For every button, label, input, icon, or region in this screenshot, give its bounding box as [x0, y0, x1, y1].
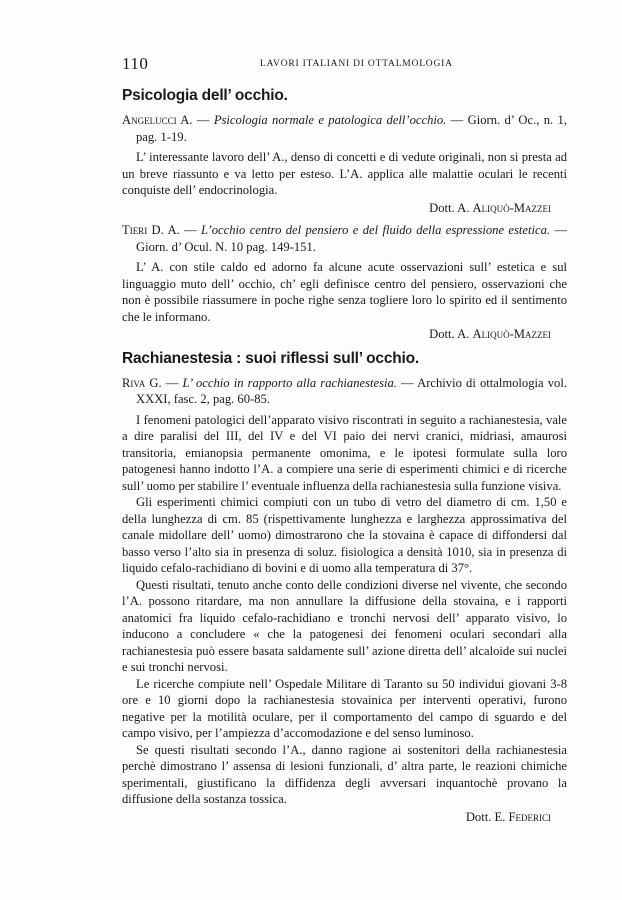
signature-prefix: Dott. A.: [429, 200, 473, 215]
signature-prefix: Dott. E.: [465, 809, 509, 824]
reference-dash: —: [192, 113, 214, 127]
reference-entry: [122, 112, 567, 145]
running-head: LAVORI ITALIANI DI OTTALMOLOGIA: [260, 59, 453, 69]
reference-dash: —: [179, 223, 202, 237]
signature-prefix: Dott. A.: [429, 327, 473, 341]
reference-dash: —: [161, 375, 183, 390]
signature-name: Federici: [508, 809, 551, 824]
section-title: Psicologia dell’ occhio.: [122, 87, 288, 104]
reviewer-signature: [122, 326, 567, 343]
page-content: [122, 86, 567, 831]
review-paragraph: L’ A. con stile caldo ed adorno fa alcune acute osservazioni sull’ estetica e sul linguaggio muto dell’ occhio, ch’ egli definisce centro del pensiero, osservazioni che non è possibile riassumere in poche righe senza togliere loro lo spirito ed il sentimento che le informano.: [122, 260, 567, 324]
reviewer-signature: [122, 200, 567, 217]
reference-source: — Giorn. d’ Oc., n. 1, pag. 1-19.: [136, 113, 567, 144]
review-paragraph: Questi risultati, tenuto anche conto delle condizioni diverse nel vivente, che secondo l’A. possono ritardare, ma non annullare la diffusione della stovaina, e i rapporti anatomici fra liquido cefalo-rachidiano e tronchi nervosi dell’ apparato visivo, lo inducono a concludere « che la patogenesi dei fenomeni oculari secondari alla rachianestesia può essere basata saldamente sull’ azione diretta dell’ alcaloide sui nuclei e sui tronchi nervosi.: [122, 577, 567, 674]
reference-title: L’occhio centro del pensiero e del fluido della espressione estetica.: [201, 223, 551, 237]
reviewer-signature: [122, 809, 567, 826]
review-paragraph: L’ interessante lavoro dell’ A., denso di concetti e di vedute originali, non si presta ad un breve riassunto e va letto per esteso. L’A. applica alle malattie oculari le recenti conquiste dell’ endocrinologia.: [122, 150, 567, 197]
reference-entry: [122, 375, 567, 408]
review-paragraph: I fenomeni patologici dell’apparato visivo riscontrati in seguito a rachianestesia, vale a dire paralisi del III, del IV e del VI paio dei nervi cranici, midriasi, amaurosi transitoria, emianopsia permanente omonima, e le ipotesi formulate sulla loro patogenesi hanno indotto l’A. a compiere una serie di esperimenti chimici e di ricerche sull’ uomo per stabilire l’ eventuale influenza della rachianestesia sulla funzione visiva.: [122, 412, 567, 493]
page-number: 110: [122, 54, 149, 73]
reference-title: L’ occhio in rapporto alla rachianestesia.: [182, 375, 397, 390]
signature-name: Aliquò-Mazzei: [472, 327, 551, 341]
reference-title: Psicologia normale e patologica dell’occhio.: [213, 113, 447, 127]
reference-source: — Giorn. d’ Ocul. N. 10 pag. 149-151.: [136, 223, 567, 254]
reference-author: Riva G.: [122, 375, 162, 390]
reference-author: Tieri D. A.: [122, 223, 180, 237]
review-paragraph: Se questi risultati secondo l’A., danno ragione ai sostenitori della rachianestesia perchè dimostrano l’ assensa di lesioni funzionali, d’ altra parte, le reazioni chimiche sperimentali, giustificano la diffidenza degli avversari inquantochè provano la diffusione della sostanza tossica.: [122, 742, 567, 806]
reference-author: Angelucci A.: [122, 113, 193, 127]
reference-source: — Archivio di ottalmologia vol. XXXI, fasc. 2, pag. 60-85.: [136, 375, 567, 406]
section-title: Rachianestesia : suoi riflessi sull’ occhio.: [122, 349, 420, 367]
review-paragraph: Gli esperimenti chimici compiuti con un tubo di vetro del diametro di cm. 1,50 e della lunghezza di cm. 85 (rispettivamente lunghezza e larghezza approssimativa del canale midollare dell’ uomo) dimostrarono che la stovaina è capace di diffondersi dal basso verso l’alto sia in presenza di soluz. fisiologica a densità 1010, sia in presenza di liquido cefalo-rachidiano di bovini e di uomo alla temperatura di 37°.: [122, 495, 567, 575]
review-paragraph: Le ricerche compiute nell’ Ospedale Militare di Taranto su 50 individui giovani 3-8 ore e 10 giorni dopo la rachianestesia stovainica per interventi operativi, furono negative per la motilità oculare, per il comportamento del campo di sguardo e del campo visivo, per l’ampiezza d’accomodazione e del senso luminoso.: [122, 676, 567, 740]
reference-entry: [122, 222, 567, 255]
page-header: [122, 54, 567, 76]
signature-name: Aliquò-Mazzei: [472, 200, 551, 215]
